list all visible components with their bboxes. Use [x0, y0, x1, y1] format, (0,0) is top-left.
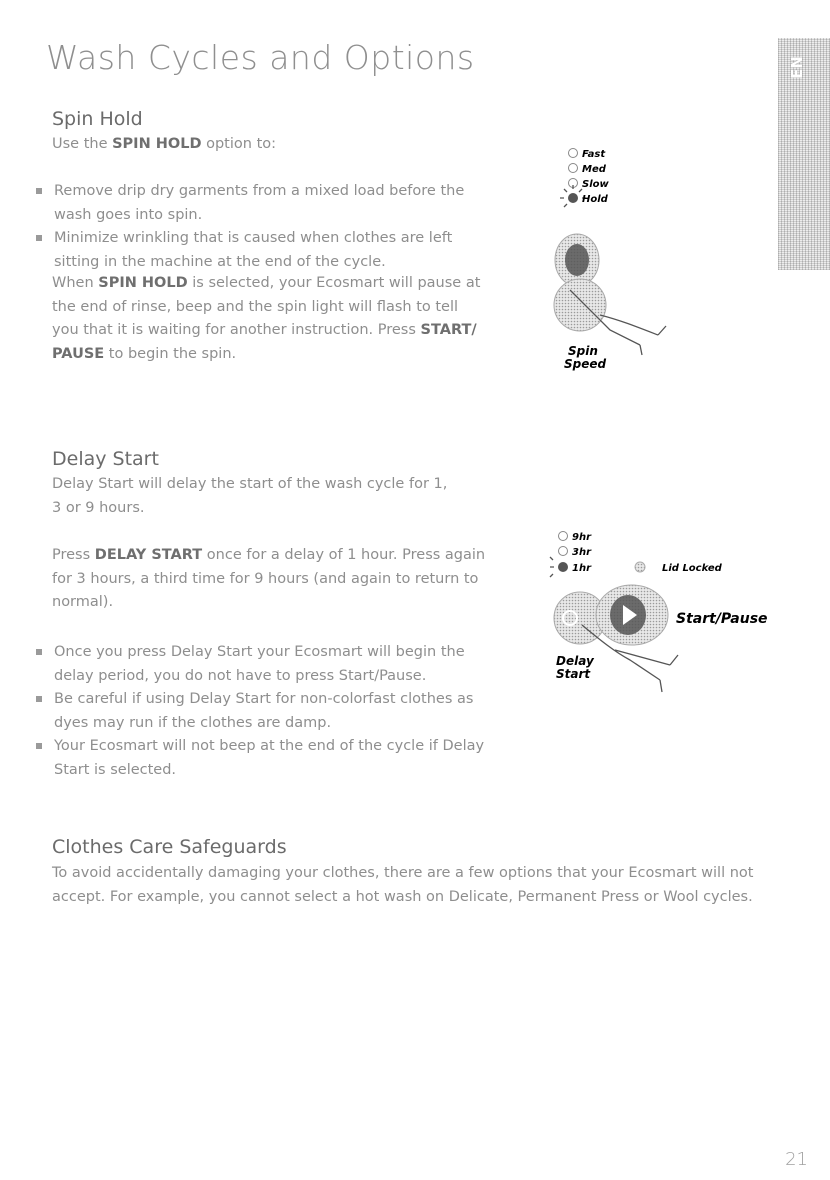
svg-text:Fast: Fast	[582, 149, 606, 160]
svg-text:Hold: Hold	[582, 194, 608, 205]
delay-start-panel	[520, 530, 780, 700]
delay-start-intro: Delay Start will delay the start of the wash cycle for 1, 3 or 9 hours.	[52, 476, 448, 516]
list-item: Remove drip dry garments from a mixed load before the wash goes into spin.	[36, 180, 486, 227]
safeguards-text: To avoid accidentally damaging your clothes, there are a few options that your Ecosmart will not accept. For example, you cannot select a hot wash on Delicate, Permanent Press or Wool cycles.	[52, 865, 754, 905]
spin-speed-button	[554, 279, 606, 331]
language-tab	[778, 38, 830, 270]
delay-start-heading: Delay Start	[52, 448, 159, 470]
spin-button-label: Spin	[568, 344, 598, 358]
spin-speed-panel	[540, 140, 700, 380]
page-number: 21	[785, 1149, 808, 1170]
delay-option-9hr	[559, 532, 593, 544]
delay-option-1hr	[550, 557, 592, 577]
list-item: Once you press Delay Start your Ecosmart will begin the delay period, you do not have to press Start/Pause.	[36, 641, 486, 688]
spin-option-fast	[569, 149, 607, 161]
delay-start-bullets	[36, 641, 486, 782]
spin-hold-heading: Spin Hold	[52, 108, 143, 130]
svg-text:Slow: Slow	[582, 179, 609, 190]
svg-text:9hr: 9hr	[572, 532, 592, 543]
svg-text:1hr: 1hr	[572, 563, 592, 574]
list-item: Be careful if using Delay Start for non-colorfast clothes as dyes may run if the clothes are damp.	[36, 688, 486, 735]
page-title: Wash Cycles and Options	[46, 38, 475, 77]
spin-option-slow	[569, 179, 610, 191]
svg-text:Med: Med	[582, 164, 606, 175]
list-item: Your Ecosmart will not beep at the end of the cycle if Delay Start is selected.	[36, 735, 486, 782]
spin-hold-paragraph: When SPIN HOLD is selected, your Ecosmart will pause at the end of rinse, beep and the spin light will flash to tell you that it is waiting for another instruction. Press START/ PAUSE to begin the spin.	[52, 275, 481, 362]
list-item: Minimize wrinkling that is caused when clothes are left sitting in the machine at the end of the cycle.	[36, 227, 486, 274]
language-label: EN	[788, 56, 806, 79]
spin-hold-intro: Use the SPIN HOLD option to:	[52, 136, 277, 152]
safeguards-heading: Clothes Care Safeguards	[52, 836, 287, 858]
delay-start-paragraph: Press DELAY START once for a delay of 1 hour. Press again for 3 hours, a third time for 9 hours (and again to return to normal).	[52, 547, 486, 610]
spin-option-med	[569, 164, 607, 176]
lid-locked-indicator	[635, 562, 723, 574]
svg-text:3hr: 3hr	[572, 547, 592, 558]
start-pause-label: Start/Pause	[676, 611, 768, 627]
speed-button-label: Speed	[564, 357, 607, 371]
delay-option-3hr	[559, 547, 593, 559]
spin-hold-bullets	[36, 180, 486, 274]
svg-text:Lid Locked: Lid Locked	[662, 563, 722, 574]
start-button-label: Start	[556, 667, 591, 681]
delay-button-label: Delay	[556, 654, 594, 668]
